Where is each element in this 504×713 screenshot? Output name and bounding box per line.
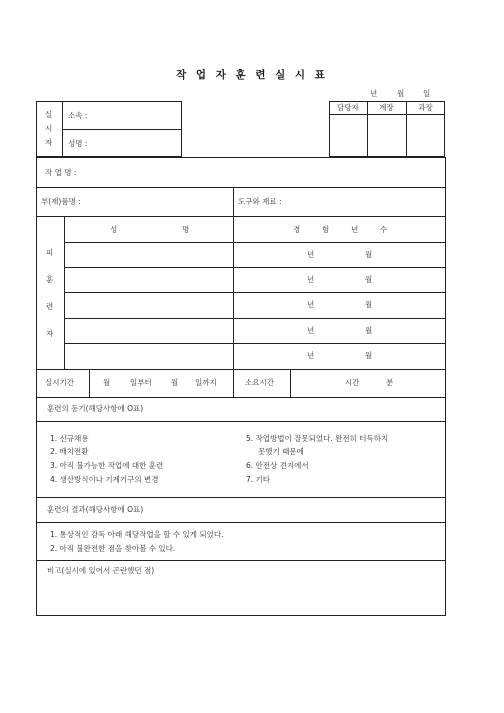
period-from: 일부터	[130, 378, 152, 387]
motive-option[interactable]: 4. 생산방식이나 기계기구의 변경	[50, 475, 159, 484]
trainee-row-year: 년	[307, 250, 315, 259]
trainee-row-month: 월	[365, 300, 373, 309]
experience-header: 수	[380, 225, 388, 234]
motive-option[interactable]: 3. 아직 불가능한 작업에 대한 훈련	[50, 461, 164, 470]
result-option[interactable]: 2. 아직 불완전한 점을 찾아볼 수 있다.	[50, 544, 176, 553]
motive-option[interactable]: 2. 배치전환	[50, 447, 89, 456]
approval-header-chief: 계장	[379, 103, 394, 112]
name-header: 성	[110, 225, 118, 234]
duration-label: 소요시간	[245, 378, 274, 387]
period-month-end: 월	[171, 378, 179, 387]
trainee-side-char: 자	[46, 329, 54, 338]
executor-side-char: 자	[45, 138, 53, 147]
trainee-row-year: 년	[307, 326, 315, 335]
motive-option[interactable]: 7. 기타	[246, 475, 271, 484]
motive-option[interactable]: 5. 작업방법이 잘못되었다. 완전히 터득하지	[246, 434, 389, 443]
trainee-row-year: 년	[307, 275, 315, 284]
executor-name-field[interactable]: 성명 :	[68, 139, 88, 148]
part-name-field[interactable]: 부(제)품명 :	[41, 197, 81, 206]
approval-header-director: 과장	[418, 103, 433, 112]
trainee-row-month: 월	[365, 275, 373, 284]
period-label: 실시기간	[45, 378, 74, 387]
motive-option[interactable]: 6. 안전상 견지에서	[246, 461, 309, 470]
executor-side-char: 시	[45, 124, 53, 133]
motive-option[interactable]: 1. 신규채용	[50, 434, 89, 443]
motive-option-continued: 못했기 때문에	[258, 447, 304, 456]
date-year-label: 년	[370, 89, 378, 98]
experience-header: 경	[293, 225, 301, 234]
duration-minute: 분	[386, 378, 394, 387]
experience-header: 험	[322, 225, 330, 234]
trainee-side-char: 피	[46, 248, 54, 257]
trainee-side-char: 훈	[46, 275, 54, 284]
duration-hour: 시간	[345, 378, 360, 387]
date-day-label: 일	[423, 89, 431, 98]
trainee-row-month: 월	[365, 351, 373, 360]
work-name-field[interactable]: 작 업 명 :	[45, 168, 77, 177]
form-title: 작 업 자 훈 련 실 시 표	[176, 69, 328, 81]
approval-header-manager: 담당자	[337, 103, 359, 112]
affiliation-field[interactable]: 소속 :	[68, 111, 88, 120]
period-to: 일까지	[195, 378, 217, 387]
trainee-side-char: 련	[46, 302, 54, 311]
result-option[interactable]: 1. 통상적인 감독 아래 해당작업을 할 수 있게 되었다.	[50, 530, 224, 539]
trainee-row-month: 월	[365, 250, 373, 259]
period-month-start: 월	[103, 378, 111, 387]
name-header: 명	[182, 225, 190, 234]
experience-header: 년	[351, 225, 359, 234]
result-header: 훈련의 결과(해당사항에 O표)	[47, 505, 144, 514]
tools-field[interactable]: 도구와 재료 :	[238, 197, 282, 206]
date-month-label: 월	[397, 89, 405, 98]
motive-header: 훈련의 동기(해당사항에 O표)	[47, 404, 144, 413]
trainee-row-month: 월	[365, 326, 373, 335]
trainee-row-year: 년	[307, 300, 315, 309]
trainee-row-year: 년	[307, 351, 315, 360]
executor-side-char: 실	[45, 110, 53, 119]
remarks-field[interactable]: 비고(실시에 있어서 곤란했던 점)	[47, 566, 155, 575]
